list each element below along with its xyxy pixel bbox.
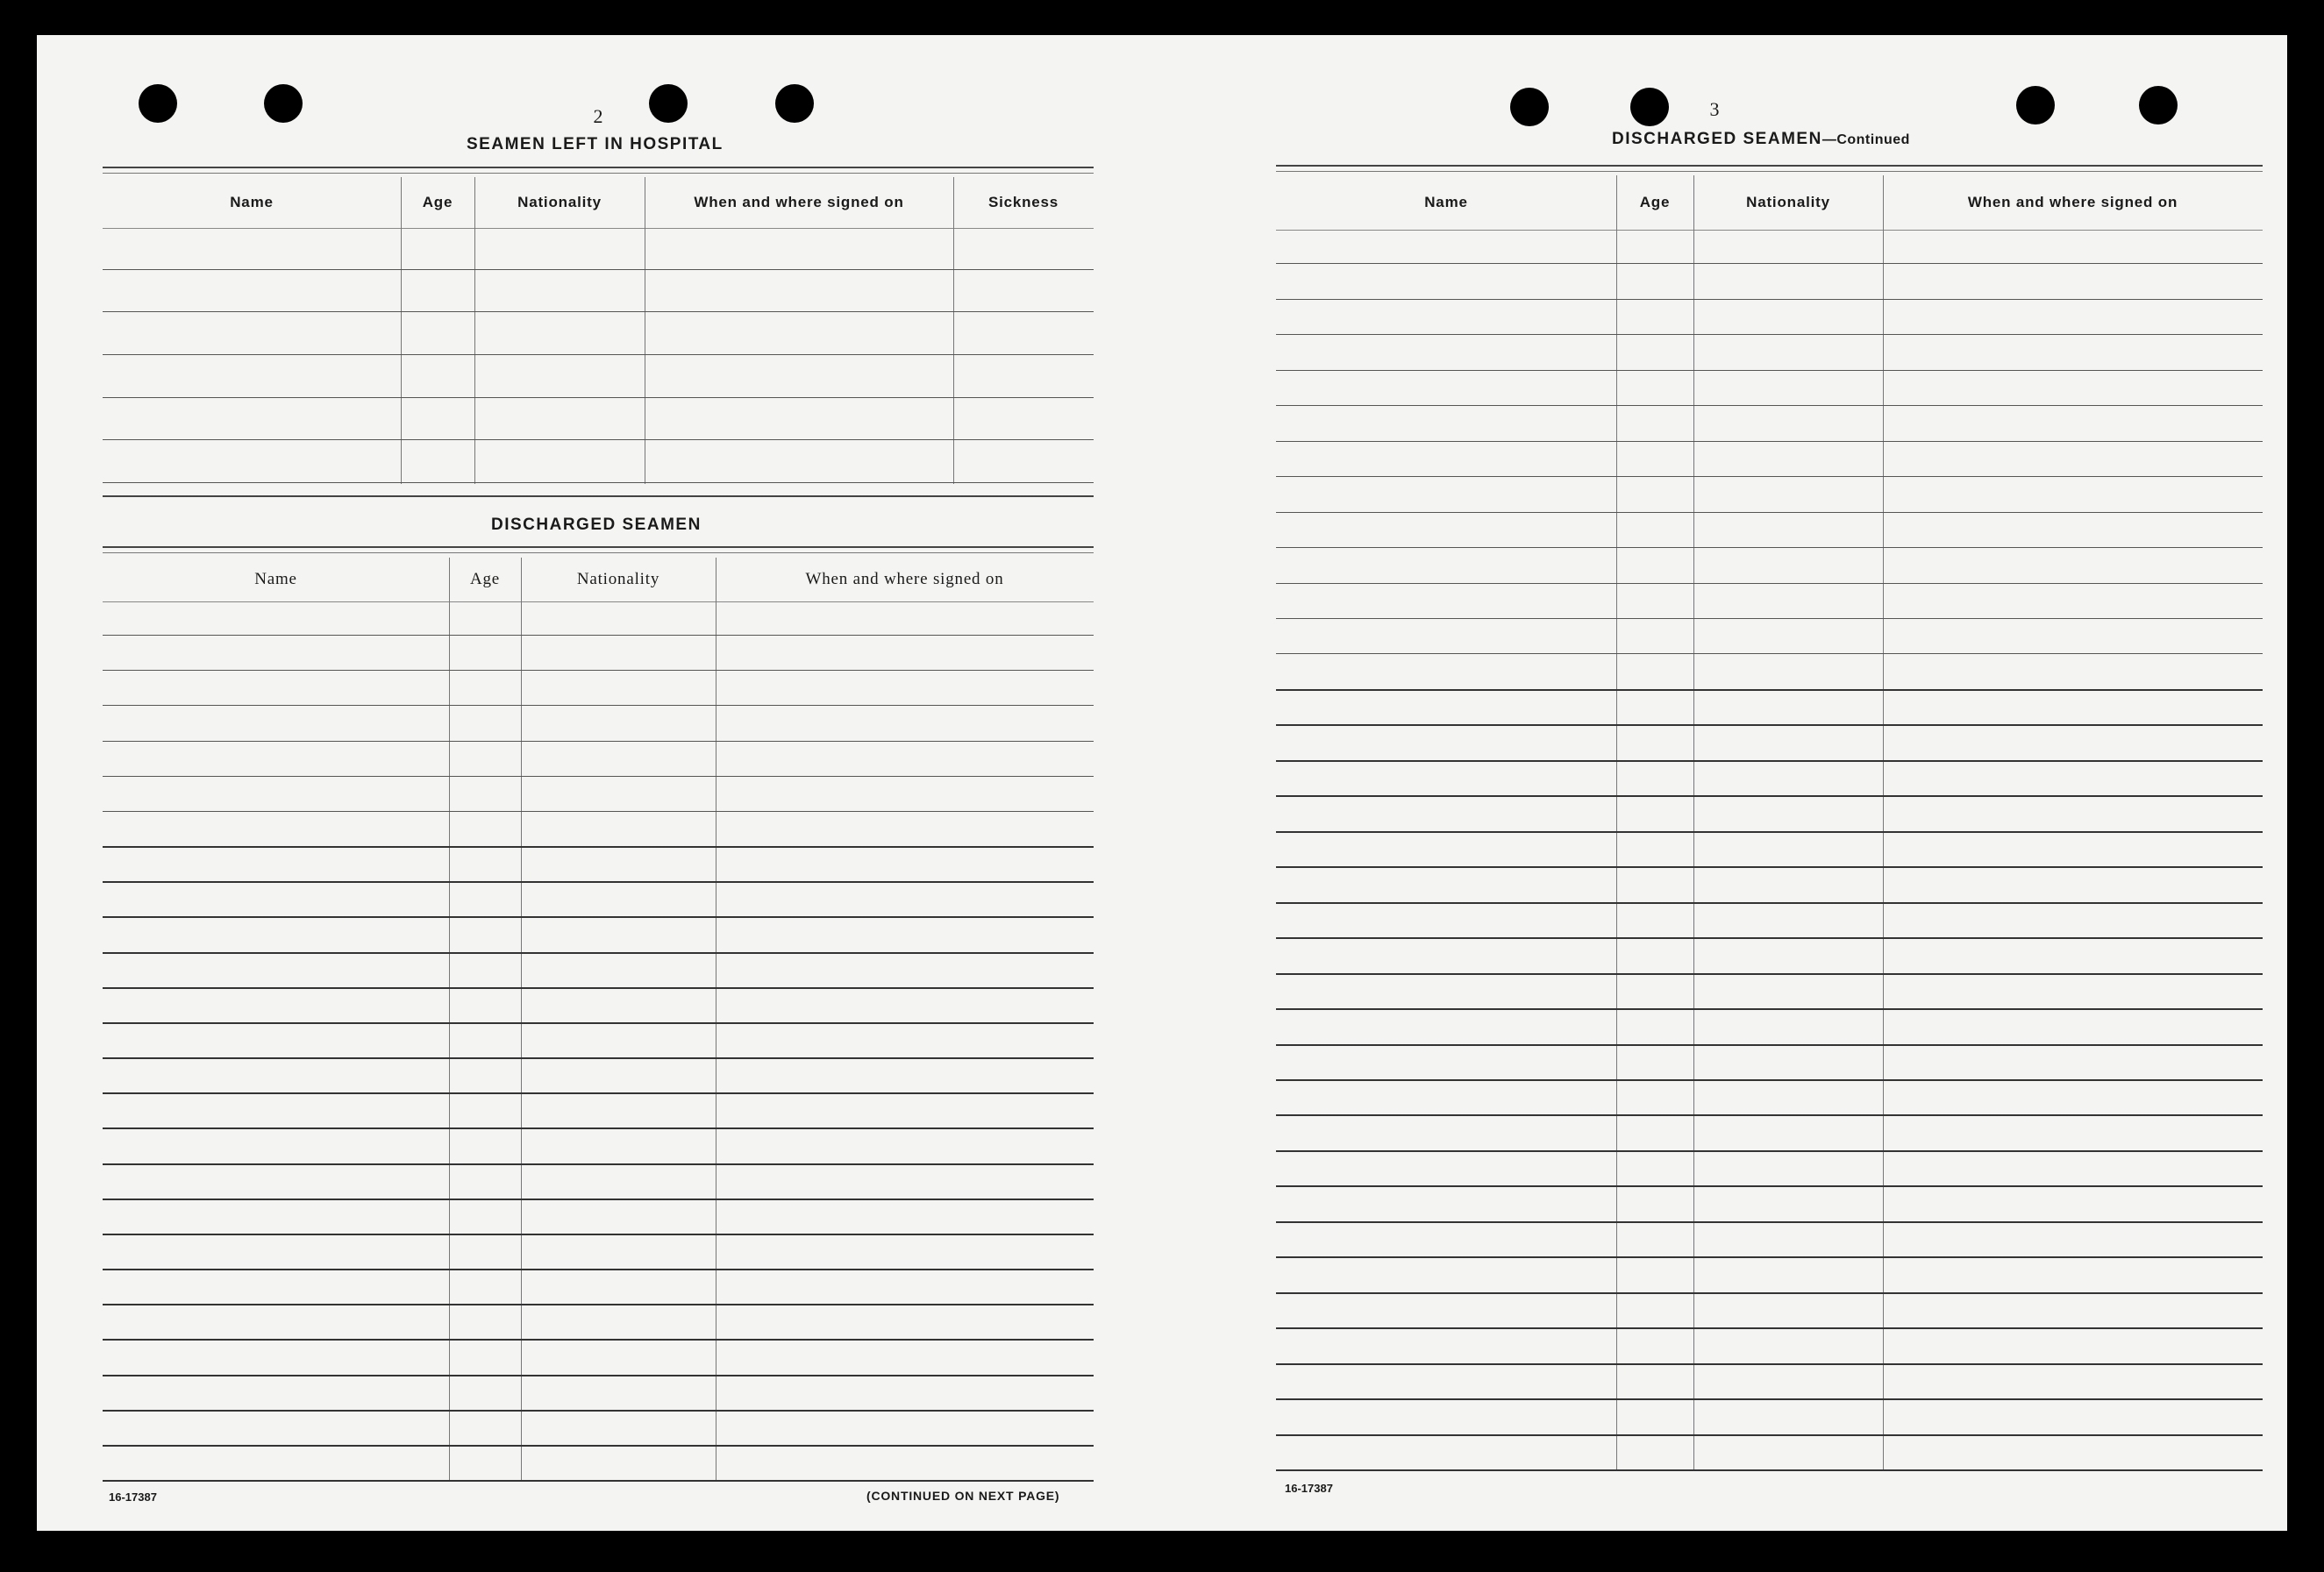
table-row (1276, 831, 2263, 833)
divider (103, 546, 1094, 548)
form-code: 16-17387 (1285, 1482, 1333, 1495)
table-row (1276, 1221, 2263, 1223)
divider (1276, 171, 2263, 172)
divider (103, 552, 1094, 553)
table-row (103, 354, 1094, 355)
binder-hole-icon (2016, 86, 2055, 124)
table-row (103, 741, 1094, 742)
binder-hole-icon (1630, 88, 1669, 126)
table-row (103, 482, 1094, 483)
table-row (103, 1057, 1094, 1059)
table-row (1276, 795, 2263, 797)
hospital-table (103, 177, 1094, 484)
hospital-section-title: SEAMEN LEFT IN HOSPITAL (467, 135, 724, 153)
table-row (103, 1304, 1094, 1305)
table-row (103, 1269, 1094, 1270)
column-header-signed-on: When and where signed on (694, 194, 904, 210)
column-header-nationality: Nationality (517, 194, 602, 210)
table-row (103, 1022, 1094, 1024)
column-header-name: Name (230, 194, 274, 210)
table-row (103, 635, 1094, 636)
table-row (103, 811, 1094, 812)
continued-note: (CONTINUED ON NEXT PAGE) (866, 1489, 1060, 1503)
page-number: 3 (1709, 98, 1720, 120)
binder-hole-icon (139, 84, 177, 123)
table-rows (103, 228, 1094, 484)
table-row (1276, 512, 2263, 513)
section-title-main: DISCHARGED SEAMEN (1612, 130, 1822, 148)
column-header-nationality: Nationality (1746, 194, 1830, 210)
table-row (103, 916, 1094, 918)
right-page (1162, 35, 2287, 1531)
binder-hole-icon (2139, 86, 2178, 124)
table-rows (1276, 230, 2263, 1471)
column-header-signed-on: When and where signed on (1967, 194, 2178, 210)
binder-hole-icon (264, 84, 303, 123)
divider (103, 167, 1094, 168)
table-row (1276, 1114, 2263, 1116)
table-row (103, 1127, 1094, 1129)
column-header-name: Name (1424, 194, 1468, 210)
divider (103, 495, 1094, 497)
table-row (1276, 1044, 2263, 1046)
table-row (1276, 937, 2263, 939)
table-row (103, 1480, 1094, 1482)
table-row (1276, 1292, 2263, 1294)
table-rows (103, 601, 1094, 1482)
table-row (1276, 618, 2263, 619)
table-row (1276, 1469, 2263, 1471)
column-header-nationality: Nationality (576, 570, 660, 588)
table-row (103, 1410, 1094, 1412)
form-code: 16-17387 (109, 1490, 157, 1504)
table-header (103, 177, 1094, 229)
table-row (103, 1445, 1094, 1447)
column-header-age: Age (422, 194, 453, 210)
table-row (1276, 1327, 2263, 1329)
table-row (103, 1199, 1094, 1200)
table-row (103, 987, 1094, 989)
table-row (1276, 405, 2263, 406)
table-row (1276, 263, 2263, 264)
table-row (1276, 1008, 2263, 1010)
binder-hole-icon (775, 84, 814, 123)
binder-hole-icon (649, 84, 688, 123)
table-row (1276, 902, 2263, 904)
table-row (103, 397, 1094, 398)
table-row (1276, 547, 2263, 548)
table-row (1276, 866, 2263, 868)
table-row (1276, 441, 2263, 442)
table-row (1276, 760, 2263, 762)
table-row (103, 1375, 1094, 1376)
discharged-continued-title (1612, 130, 1910, 149)
table-row (1276, 1150, 2263, 1152)
column-header-age: Age (1639, 194, 1671, 210)
table-row (103, 1234, 1094, 1235)
discharged-table (103, 558, 1094, 1482)
table-row (1276, 1185, 2263, 1187)
table-row (103, 776, 1094, 777)
table-header (103, 558, 1094, 602)
table-header (1276, 175, 2263, 231)
table-row (1276, 1256, 2263, 1258)
column-header-name: Name (254, 570, 297, 588)
column-header-sickness: Sickness (987, 194, 1059, 210)
divider (103, 173, 1094, 174)
table-row (1276, 299, 2263, 300)
left-page (37, 35, 1162, 1531)
table-row (103, 269, 1094, 270)
table-row (103, 439, 1094, 440)
table-row (1276, 334, 2263, 335)
table-row (1276, 973, 2263, 975)
page-number: 2 (593, 105, 603, 127)
table-row (103, 952, 1094, 954)
table-row (1276, 583, 2263, 584)
section-title-suffix: —Continued (1821, 132, 1910, 147)
discharged-section-title: DISCHARGED SEAMEN (491, 516, 702, 534)
table-row (103, 881, 1094, 883)
table-row (1276, 1363, 2263, 1365)
column-header-signed-on: When and where signed on (805, 570, 1004, 588)
table-row (1276, 724, 2263, 726)
table-row (1276, 653, 2263, 654)
table-row (1276, 370, 2263, 371)
table-row (1276, 1079, 2263, 1081)
table-row (103, 846, 1094, 848)
discharged-table (1276, 175, 2263, 1471)
table-row (103, 705, 1094, 706)
table-row (1276, 1434, 2263, 1436)
table-row (103, 1092, 1094, 1094)
table-row (103, 670, 1094, 671)
ledger-sheet (37, 35, 2287, 1531)
binder-hole-icon (1510, 88, 1549, 126)
table-row (1276, 476, 2263, 477)
table-row (1276, 1398, 2263, 1400)
table-row (103, 1339, 1094, 1341)
table-row (103, 1163, 1094, 1165)
table-row (1276, 689, 2263, 691)
column-header-age: Age (469, 570, 501, 588)
divider (1276, 165, 2263, 167)
table-row (103, 311, 1094, 312)
